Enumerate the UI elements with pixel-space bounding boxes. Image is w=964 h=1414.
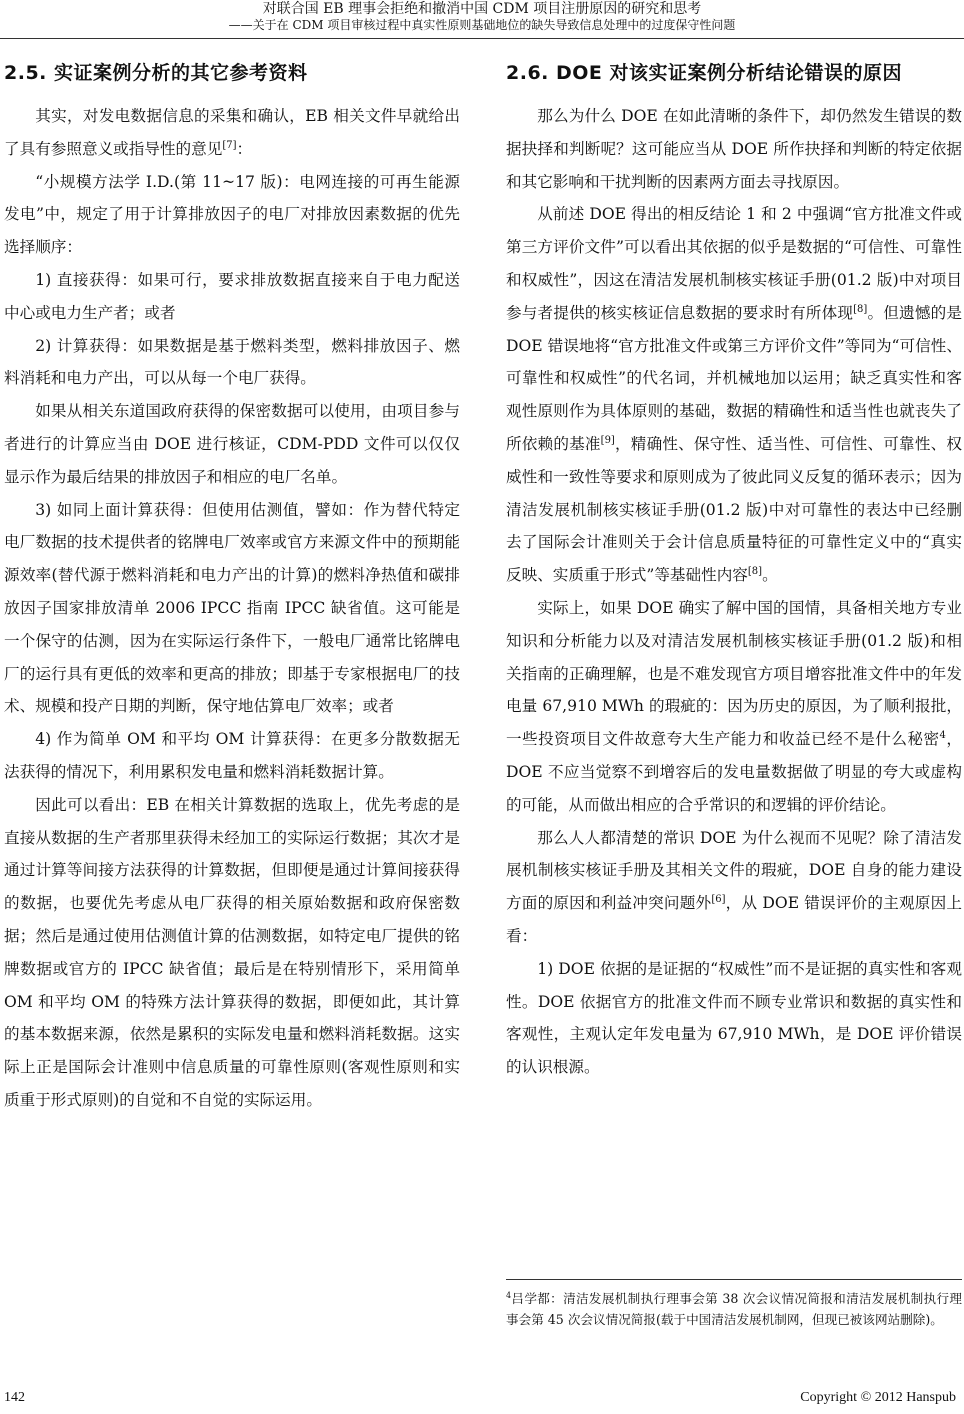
section-heading-2-5: 2.5. 实证案例分析的其它参考资料 xyxy=(4,62,308,84)
paragraph: 如果从相关东道国政府获得的保密数据可以使用，由项目参与者进行的计算应当由 DOE 进行核证，CDM-PDD 文件可以仅仅显示作为最后结果的排放因子和相应的电厂名单。 xyxy=(4,402,460,486)
left-column xyxy=(4,52,460,1117)
paragraph-text: 从前述 DOE 得出的相反结论 1 和 2 中强调“官方批准文件或第三方评价文件”可以看出其依据的似乎是数据的“可信性、可靠性和权威性”，因这在清洁发展机制核实核证手册(01.2 版)中对项目参与者提供的核实核证信息数据的要求时有所体现 xyxy=(506,205,962,322)
paragraph xyxy=(506,822,962,953)
paragraph-text: 那么人人都清楚的常识 DOE 为什么视而不见呢？除了清洁发展机制核实核证手册及其相关文件的瑕疵，DOE 自身的能力建设方面的原因和利益冲突问题外 xyxy=(506,828,962,913)
paragraph-text: ，DOE 不应当觉察不到增容后的发电量数据做了明显的夸大或虚构的可能，从而做出相应的合乎常识的和逻辑的评价结论。 xyxy=(506,730,962,814)
paragraph: 2) 计算获得：如果数据是基于燃料类型，燃料排放因子、燃料消耗和电力产出，可以从每一个电厂获得。 xyxy=(4,336,460,388)
citation-ref: [6] xyxy=(711,893,726,905)
right-column xyxy=(506,52,962,1084)
paragraph: 1) DOE 依据的是证据的“权威性”而不是证据的真实性和客观性。DOE 依据官方的批准文件而不顾专业常识和数据的真实性和客观性，主观认定年发电量为 67,910 MWh，是 DOE 评价错误的认识根源。 xyxy=(506,959,962,1077)
citation-ref: [9] xyxy=(600,434,615,446)
footnote-ref: 4 xyxy=(939,729,946,741)
header-title: 对联合国 EB 理事会拒绝和撤消中国 CDM 项目注册原因的研究和思考 xyxy=(262,1,702,17)
footnote-text: 吕学都：清洁发展机制执行理事会第 38 次会议情况简报和清洁发展机制执行理事会第 45 次会议情况简报(载于中国清洁发展机制网，但现已被该网站删除)。 xyxy=(506,1291,962,1327)
section-heading-2-6: 2.6. DOE 对该实证案例分析结论错误的原因 xyxy=(506,62,903,84)
paragraph-text: ： xyxy=(236,139,253,158)
paragraph: “小规模方法学 I.D.(第 11~17 版)：电网连接的可再生能源发电”中，规定了用于计算排放因子的电厂对排放因素数据的优先选择顺序： xyxy=(4,172,460,257)
paragraph-text: 其实，对发电数据信息的采集和确认，EB 相关文件早就给出了具有参照意义或指导性的意见 xyxy=(4,107,460,158)
citation-ref: [8] xyxy=(747,565,763,577)
paragraph: 4) 作为简单 OM 和平均 OM 计算获得：在更多分散数据无法获得的情况下，利用累积发电量和燃料消耗数据计算。 xyxy=(4,730,460,781)
paragraph: 那么为什么 DOE 在如此清晰的条件下，却仍然发生错误的数据抉择和判断呢？这可能应当从 DOE 所作抉择和判断的特定依据和其它影响和干扰判断的因素两方面去寻找原因。 xyxy=(506,107,962,191)
footnote-rule xyxy=(506,1279,962,1280)
header-subtitle: ——关于在 CDM 项目审核过程中真实性原则基础地位的缺失导致信息处理中的过度保守性问题 xyxy=(228,18,736,32)
footnote-marker: 4 xyxy=(506,1290,512,1300)
paragraph-text: ，精确性、保守性、适当性、可信性、可靠性、权威性和一致性等要求和原则成为了彼此同义反复的循环表示；因为清洁发展机制核实核证手册(01.2 版)中对可靠性的表达中已经删去了国际会计准则关于会计信息质量特征的可靠性定义中的“真实反映、实质重于形式”等基础性内容 xyxy=(506,434,962,585)
paragraph xyxy=(506,198,962,592)
page-number: 142 xyxy=(4,1390,25,1405)
copyright: Copyright © 2012 Hanspub xyxy=(800,1390,956,1405)
paragraph-text: 实际上，如果 DOE 确实了解中国的国情，具备相关地方专业知识和分析能力以及对清洁发展机制核实核证手册(01.2 版)和相关指南的正确理解，也是不难发现官方项目增容批准文件中的年发电量 67,910 MWh 的瑕疵的：因为历史的原因，为了顺利报批，一些投资项目文件故意夸大生产能力和收益已经不是什么秘密 xyxy=(506,598,962,749)
paragraph xyxy=(506,592,962,822)
paragraph xyxy=(4,100,460,166)
citation-ref: [8] xyxy=(853,303,868,315)
paragraph-text: 。但遗憾的是 DOE 错误地将“官方批准文件或第三方评价文件”等同为“可信性、可靠性和权威性”的代名词，并机械地加以运用；缺乏真实性和客观性原则作为具体原则的基础，数据的精确性和适当性也就丧失了所依赖的基准 xyxy=(506,303,962,453)
header-rule xyxy=(0,38,964,39)
citation-ref: [7] xyxy=(222,139,237,151)
paragraph: 3) 如同上面计算获得：但使用估测值，譬如：作为替代特定电厂数据的技术提供者的铭牌电厂效率或官方来源文件中的预期能源效率(替代源于燃料消耗和电力产出的计算)的燃料净热值和碳排放因子国家排放清单 2006 IPCC 指南 IPCC 缺省值。这可能是一个保守的估测，因为在实际运行条件下，一般电厂通常比铭牌电厂的运行具有更低的效率和更高的排放；即基于专家根据电厂的技术、规模和投产日期的判断，保守地估算电厂效率；或者 xyxy=(4,500,460,716)
paragraph-text: ，从 DOE 错误评价的主观原因上看： xyxy=(506,894,962,945)
running-header xyxy=(0,0,964,33)
footnote xyxy=(506,1288,962,1330)
paragraph: 因此可以看出：EB 在相关计算数据的选取上，优先考虑的是直接从数据的生产者那里获得未经加工的实际运行数据；其次才是通过计算等间接方法获得的计算数据，但即便是通过计算间接获得的数据，也要优先考虑从电厂获得的相关原始数据和政府保密数据；然后是通过使用估测值计算的估测数据，如特定电厂提供的铭牌数据或官方的 IPCC 缺省值；最后是在特别情形下，采用简单 OM 和平均 OM 的特殊方法计算获得的数据，即便如此，其计算的基本数据来源，依然是累积的实际发电量和燃料消耗数据。这实际上正是国际会计准则中信息质量的可靠性原则(客观性原则和实质重于形式原则)的自觉和不自觉的实际运用。 xyxy=(4,795,460,1109)
paragraph: 1) 直接获得：如果可行，要求排放数据直接来自于电力配送中心或电力生产者；或者 xyxy=(4,270,460,322)
paragraph-text: 。 xyxy=(762,566,778,585)
